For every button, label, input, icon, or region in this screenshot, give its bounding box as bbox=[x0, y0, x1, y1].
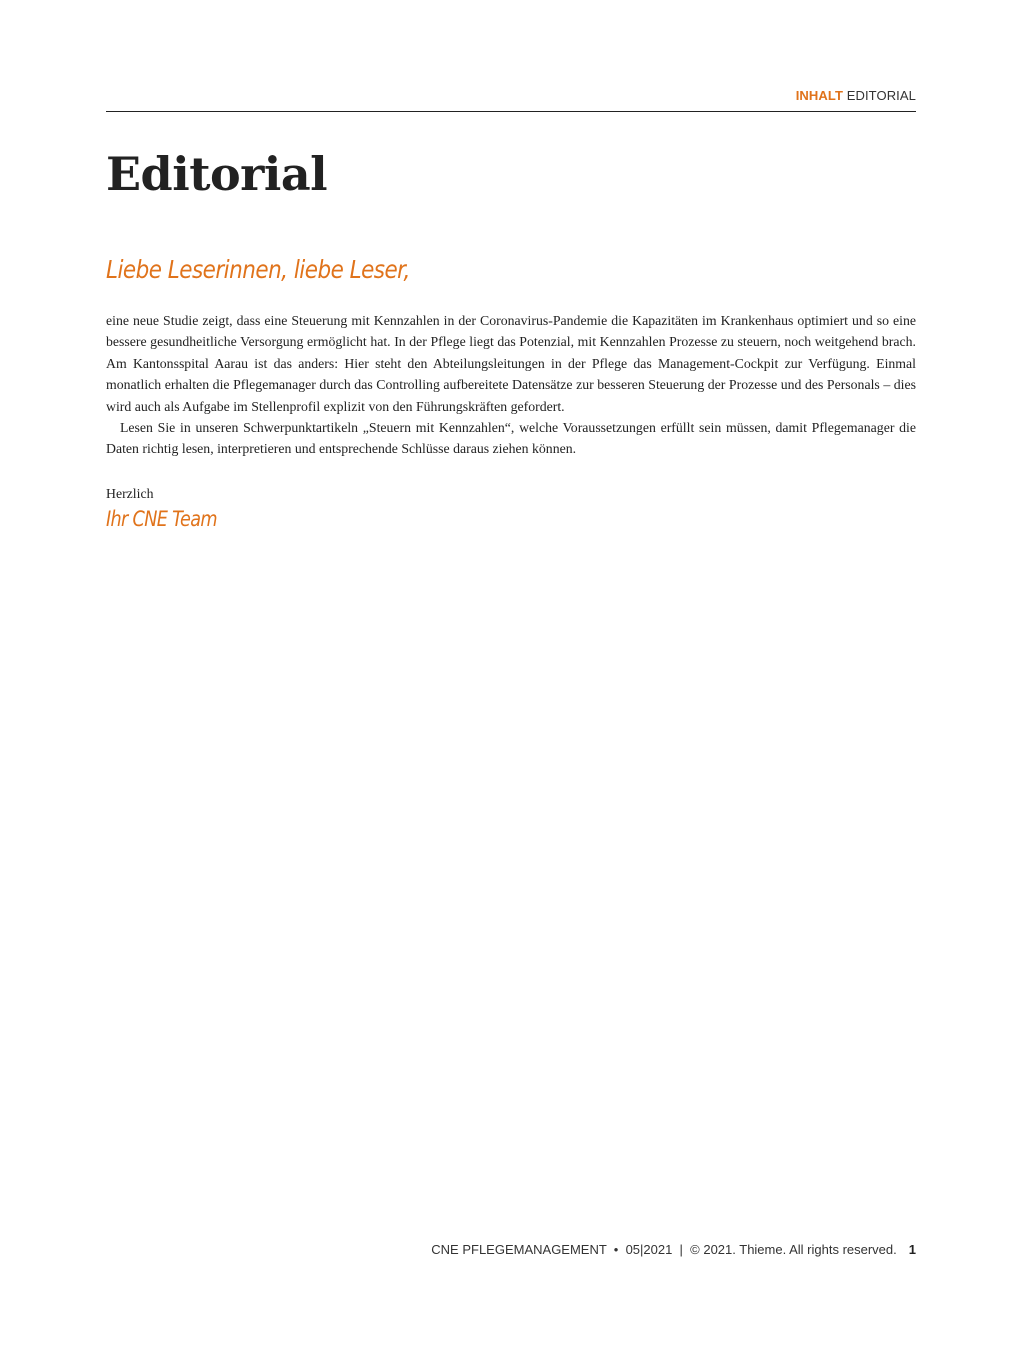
running-head-title: EDITORIAL bbox=[846, 88, 916, 103]
body-text bbox=[106, 310, 916, 460]
signature: Ihr CNE Team bbox=[106, 507, 217, 531]
page-title: Editorial bbox=[106, 147, 328, 201]
body-paragraph-2: Lesen Sie in unseren Schwerpunktartikeln „Steuern mit Kennzahlen“, welche Voraussetzungen erfüllt sein müssen, damit Pflegemanager die Daten richtig lesen, interpretieren und entsprechende Schlüsse daraus ziehen können. bbox=[106, 420, 916, 457]
salutation: Liebe Leserinnen, liebe Leser, bbox=[106, 255, 410, 284]
page-footer bbox=[431, 1241, 916, 1259]
running-head-section: INHALT bbox=[795, 88, 843, 103]
closing-line: Herzlich bbox=[106, 486, 154, 501]
header-rule bbox=[106, 111, 916, 112]
running-head bbox=[796, 88, 916, 103]
footer-citation: CNE PFLEGEMANAGEMENT • 05|2021 | © 2021. Thieme. All rights reserved. bbox=[431, 1242, 897, 1257]
page-number: 1 bbox=[908, 1242, 916, 1257]
body-paragraph-1: eine neue Studie zeigt, dass eine Steuerung mit Kennzahlen in der Coronavirus-Pandemie die Kapazitäten im Krankenhaus optimiert und so eine bessere gesundheitliche Versorgung ermöglicht hat. In der Pflege liegt das Potenzial, mit Kennzahlen Prozesse zu steuern, noch weitgehend brach. Am Kantonsspital Aarau ist das anders: Hier steht den Abteilungsleitungen in der Pflege das Management-Cockpit zur Verfügung. Einmal monatlich erhalten die Pflegemanager durch das Controlling aufbereitete Datensätze zur besseren Steuerung der Prozesse und des Personals – dies wird auch als Aufgabe im Stellenprofil explizit von den Führungskräften gefordert. bbox=[106, 313, 916, 414]
document-page bbox=[106, 0, 916, 1350]
